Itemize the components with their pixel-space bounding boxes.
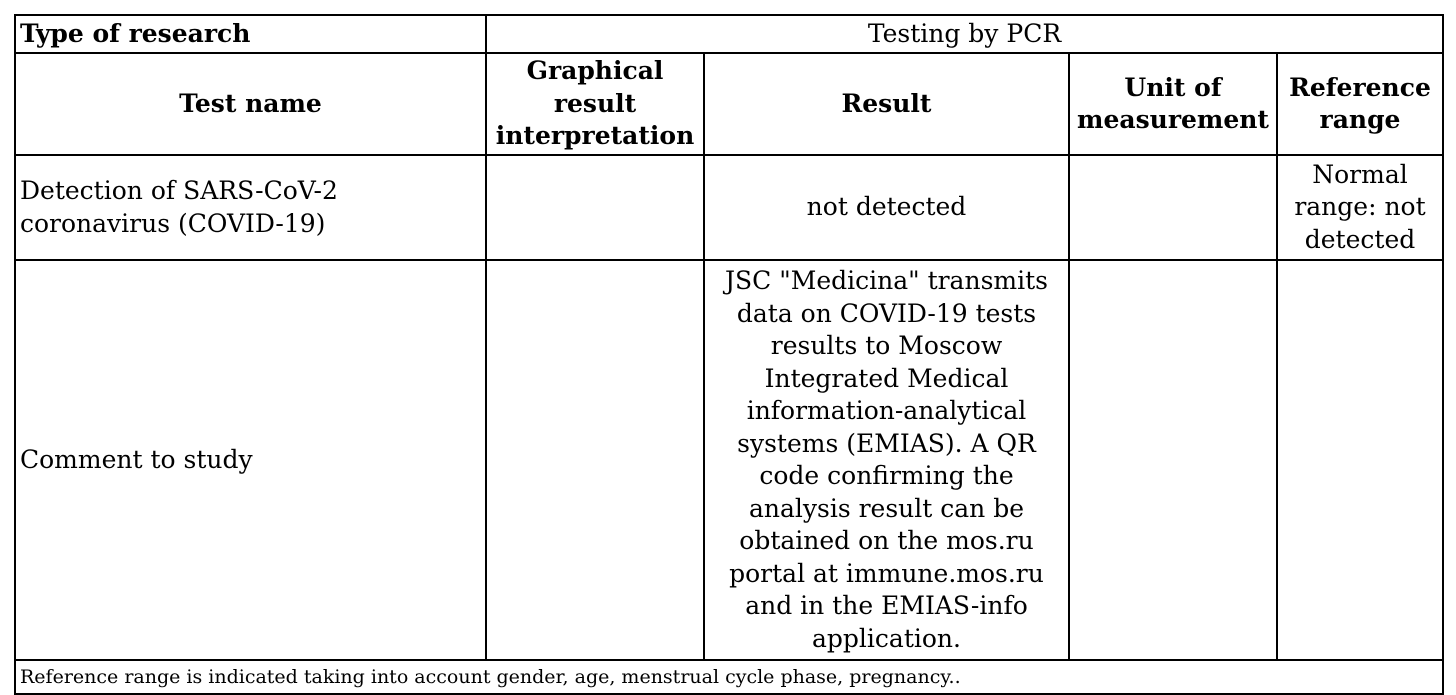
- unit-cell: [1069, 260, 1277, 660]
- header-test-name: Test name: [15, 53, 486, 155]
- reference-range-cell: [1277, 260, 1443, 660]
- lab-results-document: [14, 14, 1442, 695]
- results-table: [14, 14, 1444, 695]
- research-type-row: [15, 15, 1443, 53]
- column-header-row: [15, 53, 1443, 155]
- graphical-cell: [486, 155, 704, 260]
- table-row: [15, 155, 1443, 260]
- header-graphical-interpretation: Graphical result interpretation: [486, 53, 704, 155]
- header-result: Result: [704, 53, 1069, 155]
- header-reference-range: Reference range: [1277, 53, 1443, 155]
- research-type-label: Type of research: [15, 15, 486, 53]
- table-row: [15, 260, 1443, 660]
- footnote: Reference range is indicated taking into account gender, age, menstrual cycle phase, pregnancy..: [15, 660, 1443, 694]
- graphical-cell: [486, 260, 704, 660]
- result-cell: not detected: [704, 155, 1069, 260]
- research-type-value: Testing by PCR: [486, 15, 1443, 53]
- header-unit: Unit of measurement: [1069, 53, 1277, 155]
- unit-cell: [1069, 155, 1277, 260]
- comment-label-cell: Comment to study: [15, 260, 486, 660]
- test-name-cell: Detection of SARS-CoV-2 coronavirus (COVID-19): [15, 155, 486, 260]
- comment-text-cell: [704, 260, 1069, 660]
- comment-text: JSC "Medicina" transmits data on COVID-19 tests results to Moscow Integrated Medical information-analytical systems (EMIAS). A QR code confirming the analysis result can be obtained on the mos.ru portal at immune.mos.ru and in the EMIAS-info application.: [725, 266, 1048, 653]
- reference-range-cell: Normal range: not detected: [1277, 155, 1443, 260]
- footnote-row: [15, 660, 1443, 694]
